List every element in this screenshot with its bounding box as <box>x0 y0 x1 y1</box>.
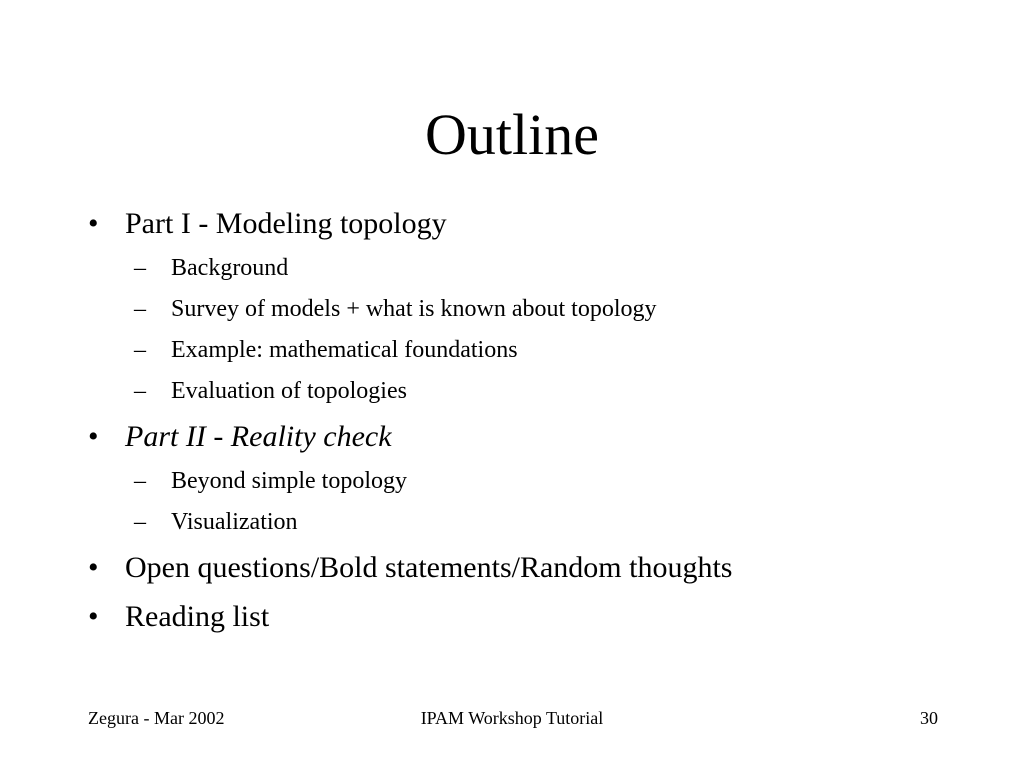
dash-icon: – <box>134 337 146 363</box>
outline-item-part-1 <box>88 206 447 242</box>
footer-event-title: IPAM Workshop Tutorial <box>420 708 604 728</box>
footer-page-number: 30 <box>920 708 938 728</box>
slide-title: Outline <box>425 102 599 167</box>
bullet-icon: • <box>88 551 99 584</box>
outline-item-label: Part I - Modeling topology <box>125 207 447 240</box>
outline-subitem-beyond <box>134 466 407 496</box>
outline-item-part-2 <box>88 419 392 455</box>
outline-subitem-example <box>134 335 518 365</box>
dash-icon: – <box>134 255 146 281</box>
bullet-icon: • <box>88 600 99 633</box>
outline-item-label: Part II - Reality check <box>125 420 392 453</box>
outline-subitem-evaluation <box>134 376 407 406</box>
outline-subitem-survey <box>134 294 657 324</box>
outline-subitem-visualization <box>134 507 298 537</box>
outline-item-reading-list <box>88 599 269 635</box>
outline-subitem-label: Example: mathematical foundations <box>171 337 518 363</box>
bullet-icon: • <box>88 420 99 453</box>
outline-subitem-label: Visualization <box>171 509 298 535</box>
outline-subitem-label: Background <box>171 255 289 281</box>
outline-item-label: Open questions/Bold statements/Random thoughts <box>125 551 733 584</box>
footer-author-date: Zegura - Mar 2002 <box>88 708 225 728</box>
dash-icon: – <box>134 468 146 494</box>
dash-icon: – <box>134 296 146 322</box>
dash-icon: – <box>134 509 146 535</box>
outline-item-open-questions <box>88 550 732 586</box>
outline-item-label: Reading list <box>125 600 270 633</box>
outline-subitem-label: Evaluation of topologies <box>171 378 407 404</box>
outline-subitem-label: Beyond simple topology <box>171 468 407 494</box>
outline-subitem-background <box>134 253 288 283</box>
dash-icon: – <box>134 378 146 404</box>
outline-subitem-label: Survey of models + what is known about topology <box>171 296 657 322</box>
bullet-icon: • <box>88 207 99 240</box>
